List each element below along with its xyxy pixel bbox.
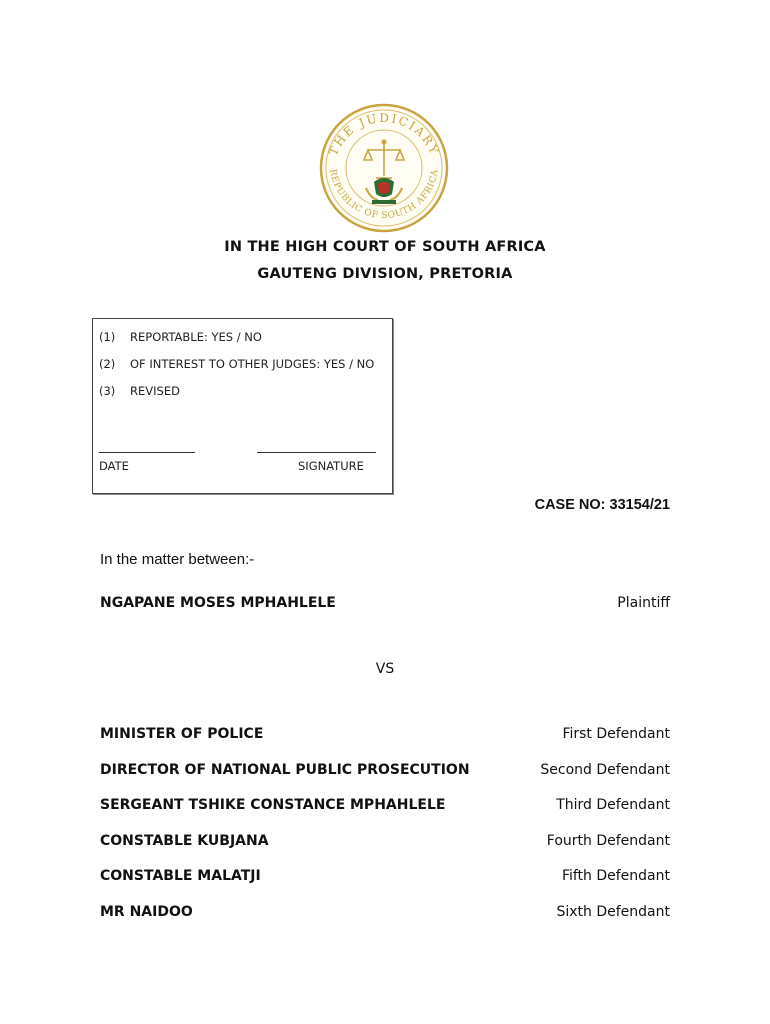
defendant-role: First Defendant xyxy=(562,726,670,742)
date-label: DATE xyxy=(99,459,129,473)
court-division-heading: GAUTENG DIVISION, PRETORIA xyxy=(257,266,513,282)
defendant-role: Third Defendant xyxy=(556,797,670,813)
defendant-role: Fifth Defendant xyxy=(561,868,670,884)
plaintiff-name: NGAPANE MOSES MPHAHLELE xyxy=(100,595,336,611)
item-number: (2) xyxy=(99,357,116,371)
court-name-heading: IN THE HIGH COURT OF SOUTH AFRICA xyxy=(224,239,546,255)
item-number: (1) xyxy=(99,330,116,344)
matter-between: In the matter between:- xyxy=(100,551,255,568)
item-text: REVISED xyxy=(130,384,180,398)
judiciary-seal-logo xyxy=(318,102,450,234)
defendant-role: Second Defendant xyxy=(540,762,670,778)
signature-line xyxy=(257,452,376,453)
versus-label: VS xyxy=(375,661,395,677)
case-number: CASE NO: 33154/21 xyxy=(534,497,670,513)
item-text: OF INTEREST TO OTHER JUDGES: YES / NO xyxy=(130,357,375,371)
defendant-name: SERGEANT TSHIKE CONSTANCE MPHAHLELE xyxy=(100,797,446,813)
defendant-name: DIRECTOR OF NATIONAL PUBLIC PROSECUTION xyxy=(100,762,470,778)
defendant-name: CONSTABLE KUBJANA xyxy=(100,833,269,849)
seal-top-text: THE JUDICIARY xyxy=(326,110,442,158)
defendant-role: Sixth Defendant xyxy=(556,904,670,920)
plaintiff-role: Plaintiff xyxy=(617,595,670,611)
date-line xyxy=(99,452,195,453)
seal-bottom-text: REPUBLIC OF SOUTH AFRICA xyxy=(327,168,441,222)
signature-label: SIGNATURE xyxy=(298,459,364,473)
defendant-name: MINISTER OF POLICE xyxy=(100,726,264,742)
item-text: REPORTABLE: YES / NO xyxy=(130,330,262,344)
defendant-name: MR NAIDOO xyxy=(100,904,193,920)
defendant-name: CONSTABLE MALATJI xyxy=(100,868,261,884)
item-number: (3) xyxy=(99,384,116,398)
reportable-box xyxy=(92,318,393,494)
defendant-role: Fourth Defendant xyxy=(546,833,670,849)
